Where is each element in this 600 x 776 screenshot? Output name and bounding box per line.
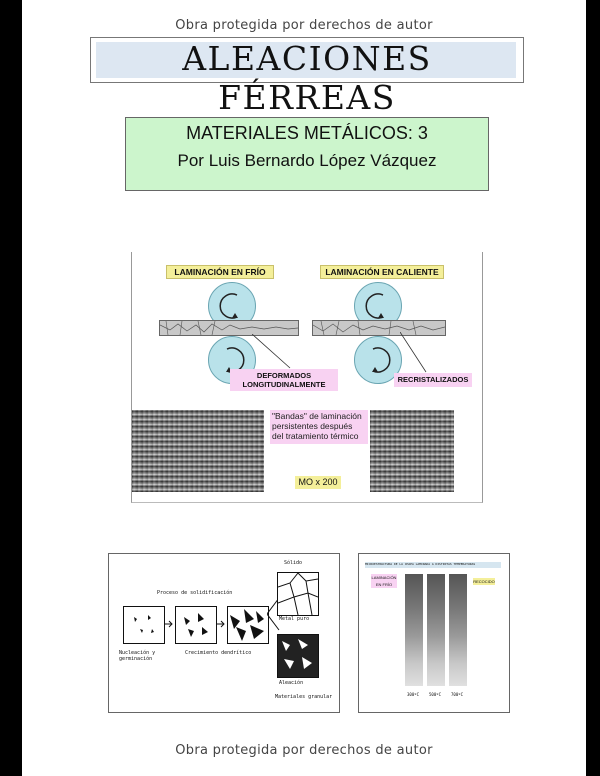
label-deformed-line2: LONGITUDINALMENTE — [242, 380, 326, 389]
bands-note — [270, 410, 368, 444]
label-deformed — [230, 369, 338, 391]
grain-boundary-icon — [278, 573, 318, 615]
dendritic-label: Crecimiento dendrítico — [185, 650, 252, 656]
solid-label: Sólido — [284, 560, 303, 566]
label-deformed-line1: DEFORMADOS — [256, 371, 312, 380]
bands-note-line1: "Bandas" de laminación — [272, 411, 362, 421]
bands-note-line2: persistentes después — [272, 421, 353, 431]
figure-strips — [358, 553, 510, 713]
pure-metal-grains — [277, 572, 319, 616]
temp-1: 300ºC — [407, 692, 420, 697]
label-cold-rolling: LAMINACIÓN EN FRÍO — [166, 265, 274, 279]
stage-nucleation — [123, 606, 165, 644]
subtitle-series: MATERIALES METÁLICOS: 3 — [186, 123, 428, 143]
stage-dendritic — [227, 606, 269, 644]
alloy-structure-icon — [278, 635, 318, 677]
strip-1 — [405, 574, 423, 686]
strip-2 — [427, 574, 445, 686]
nucleation-label-line2: germinación — [119, 656, 153, 662]
label-recrystallized: RECRISTALIZADOS — [394, 373, 472, 387]
subtitle-author: Por Luis Bernardo López Vázquez — [177, 151, 437, 170]
tag-cold: LAMINACIÓN EN FRÍO — [371, 575, 397, 587]
dendrite-dense-icon — [228, 607, 268, 643]
magnification-label: MO x 200 — [295, 476, 341, 489]
temp-2: 500ºC — [429, 692, 442, 697]
label-hot-rolling: LAMINACIÓN EN CALIENTE — [320, 265, 444, 279]
figure-rolling — [131, 252, 483, 503]
dendrite-icon — [176, 607, 216, 643]
micrograph-hot — [370, 410, 454, 492]
micrograph-cold — [132, 410, 264, 492]
copyright-footer: Obra protegida por derechos de autor — [175, 743, 433, 758]
alloy-label: Aleación — [279, 680, 304, 686]
figure-solidification — [108, 553, 340, 713]
nucleation-label-line1: Nucleación y — [119, 650, 156, 656]
arrow-right-icon — [216, 620, 226, 628]
bands-note-line3: del tratamiento térmico — [272, 431, 359, 441]
grain-pattern-icon — [160, 321, 298, 335]
title-box — [90, 37, 524, 117]
nuclei-icon — [124, 607, 164, 643]
process-label: Proceso de solidificación — [157, 590, 233, 596]
pointer-line-icon — [252, 334, 312, 370]
tag-anneal: RECOCIDO — [473, 579, 495, 584]
strip-3 — [449, 574, 467, 686]
copyright-header: Obra protegida por derechos de autor — [175, 18, 433, 33]
granular-label: Materiales granular — [275, 694, 333, 700]
strips-header: MICROESTRUCTURA DE LA CHAPA LAMINADA A DISTINTAS TEMPERATURAS — [365, 562, 501, 568]
stage-growth — [175, 606, 217, 644]
left-black-margin — [0, 0, 22, 776]
document-page — [22, 0, 586, 776]
arrow-right-icon — [164, 620, 174, 628]
right-black-margin — [586, 0, 600, 776]
pure-metal-label: Metal puro — [279, 616, 310, 622]
alloy-grains — [277, 634, 319, 678]
page-title: ALEACIONES FÉRREAS — [182, 39, 432, 117]
temp-3: 700ºC — [451, 692, 464, 697]
pointer-line-icon — [400, 332, 430, 374]
subtitle-box — [125, 117, 489, 191]
